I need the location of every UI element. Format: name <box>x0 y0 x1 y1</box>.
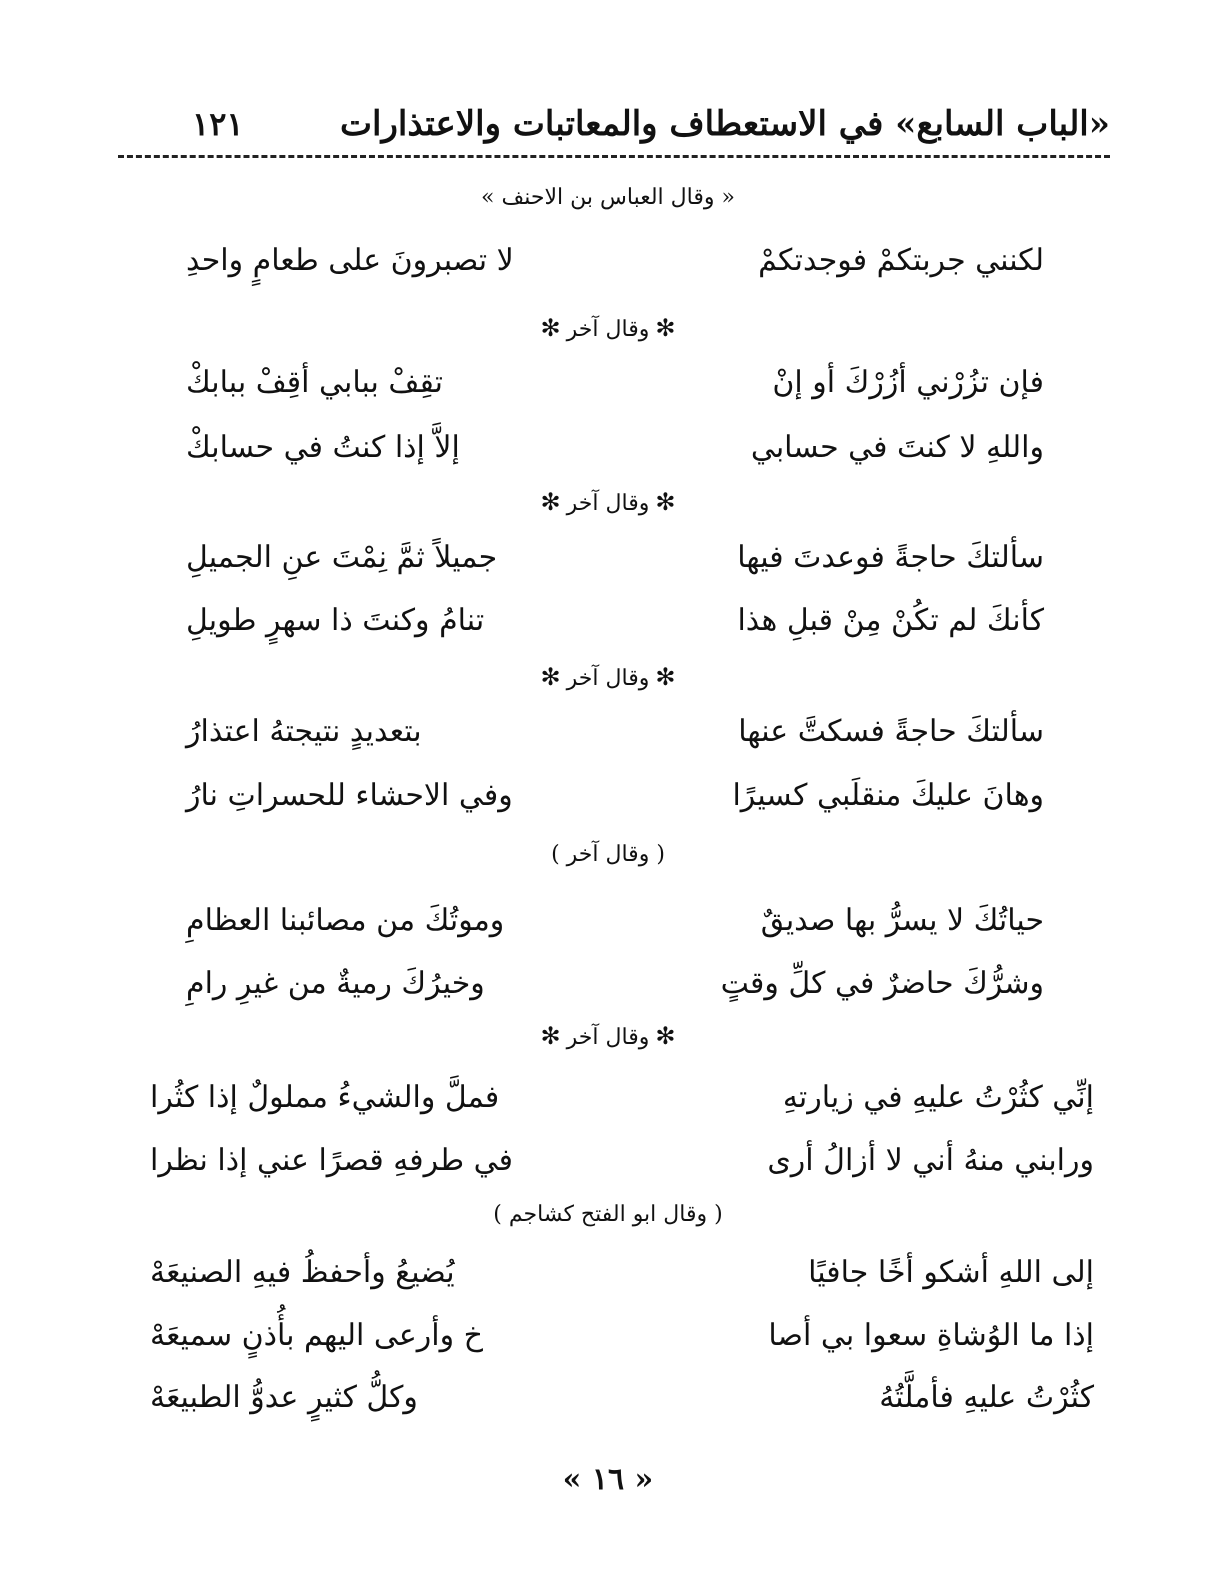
verse-line <box>150 1255 1094 1290</box>
section-heading: « وقال العباس بن الاحنف » <box>481 185 735 210</box>
verse-second-hemistich: تقِفْ ببابي أقِفْ ببابكْ <box>186 365 443 400</box>
ornament-icon: ✻ <box>655 663 676 691</box>
verse-second-hemistich: يُضيعُ وأحفظُ فيهِ الصنيعَهْ <box>150 1255 455 1290</box>
verse-second-hemistich: بتعديدٍ نتيجتهُ اعتذارُ <box>186 714 422 749</box>
verse-first-hemistich: سألتكَ حاجةً فوعدتَ فيها <box>737 540 1044 575</box>
ornament-icon: ✻ <box>655 488 676 516</box>
verse-line <box>186 540 1044 575</box>
verse-second-hemistich: وكلُّ كثيرٍ عدوُّ الطبيعَهْ <box>150 1380 418 1415</box>
verse-second-hemistich: إلاَّ إذا كنتُ في حسابكْ <box>186 430 460 465</box>
verse-first-hemistich: إلى اللهِ أشكو أخًا جافيًا <box>808 1255 1094 1290</box>
ornament-icon: ✻ <box>540 488 561 516</box>
verse-first-hemistich: كأنكَ لم تكُنْ مِنْ قبلِ هذا <box>737 603 1044 638</box>
section-heading: ✻وقال آخر✻ <box>540 663 676 691</box>
ornament-icon: ✻ <box>655 314 676 342</box>
verse-first-hemistich: وشرُّكَ حاضرٌ في كلِّ وقتٍ <box>720 966 1044 1001</box>
verse-first-hemistich: سألتكَ حاجةً فسكتَّ عنها <box>738 714 1044 749</box>
section-heading: ✻وقال آخر✻ <box>540 488 676 516</box>
ornament-icon: ✻ <box>540 314 561 342</box>
verse-line <box>150 1143 1094 1178</box>
verse-first-hemistich: كثُرْتُ عليهِ فأملَّتُهُ <box>879 1380 1094 1415</box>
verse-first-hemistich: حياتُكَ لا يسرُّ بها صديقٌ <box>760 903 1044 938</box>
verse-second-hemistich: فملَّ والشيءُ مملولٌ إذا كثُرا <box>150 1080 500 1115</box>
verse-first-hemistich: لكنني جربتكمْ فوجدتكمْ <box>758 243 1044 278</box>
section-heading: ( وقال ابو الفتح كشاجم ) <box>493 1202 723 1227</box>
verse-second-hemistich: خ وأرعى اليهم بأُذنٍ سميعَهْ <box>150 1318 484 1353</box>
verse-second-hemistich: لا تصبرونَ على طعامٍ واحدِ <box>186 243 514 278</box>
verse-second-hemistich: وفي الاحشاء للحسراتِ نارُ <box>186 778 513 813</box>
verse-first-hemistich: ورابني منهُ أني لا أزالُ أرى <box>767 1143 1094 1178</box>
verse-first-hemistich: إذا ما الوُشاةِ سعوا بي أصا <box>768 1318 1094 1353</box>
verse-line <box>186 966 1044 1001</box>
verse-line <box>186 365 1044 400</box>
ornament-icon: ✻ <box>655 1022 676 1050</box>
verse-second-hemistich: وموتُكَ من مصائبنا العظامِ <box>186 903 505 938</box>
ornament-icon: ✻ <box>540 663 561 691</box>
verse-line <box>186 603 1044 638</box>
section-heading: ( وقال آخر ) <box>551 842 665 867</box>
header-rule <box>118 155 1110 158</box>
verse-second-hemistich: في طرفهِ قصرًا عني إذا نظرا <box>150 1143 513 1178</box>
verse-line <box>186 778 1044 813</box>
verse-line <box>150 1380 1094 1415</box>
section-heading: ✻وقال آخر✻ <box>540 1022 676 1050</box>
section-heading: ✻وقال آخر✻ <box>540 314 676 342</box>
chapter-title: «الباب السابع» في الاستعطاف والمعاتبات والاعتذارات <box>340 104 1110 144</box>
verse-line <box>186 903 1044 938</box>
verse-first-hemistich: فإن تزُرْني أزُرْكَ أو إنْ <box>772 365 1044 400</box>
verse-line <box>150 1080 1094 1115</box>
verse-second-hemistich: تنامُ وكنتَ ذا سهرٍ طويلِ <box>186 603 485 638</box>
ornament-icon: ✻ <box>540 1022 561 1050</box>
verse-second-hemistich: جميلاً ثمَّ نِمْتَ عنِ الجميلِ <box>186 540 498 575</box>
verse-first-hemistich: واللهِ لا كنتَ في حسابي <box>750 430 1044 465</box>
verse-second-hemistich: وخيرُكَ رميةٌ من غيرِ رامِ <box>186 966 485 1001</box>
running-header <box>120 98 1110 150</box>
verse-first-hemistich: وهانَ عليكَ منقلَبي كسيرًا <box>732 778 1044 813</box>
verse-line <box>186 243 1044 278</box>
verse-line <box>186 714 1044 749</box>
verse-first-hemistich: إنِّي كثُرْتُ عليهِ في زيارتهِ <box>782 1080 1094 1115</box>
verse-line <box>186 430 1044 465</box>
header-page-number: ١٢١ <box>192 105 244 143</box>
verse-line <box>150 1318 1094 1353</box>
footer-page-number: « ١٦ » <box>562 1462 654 1497</box>
